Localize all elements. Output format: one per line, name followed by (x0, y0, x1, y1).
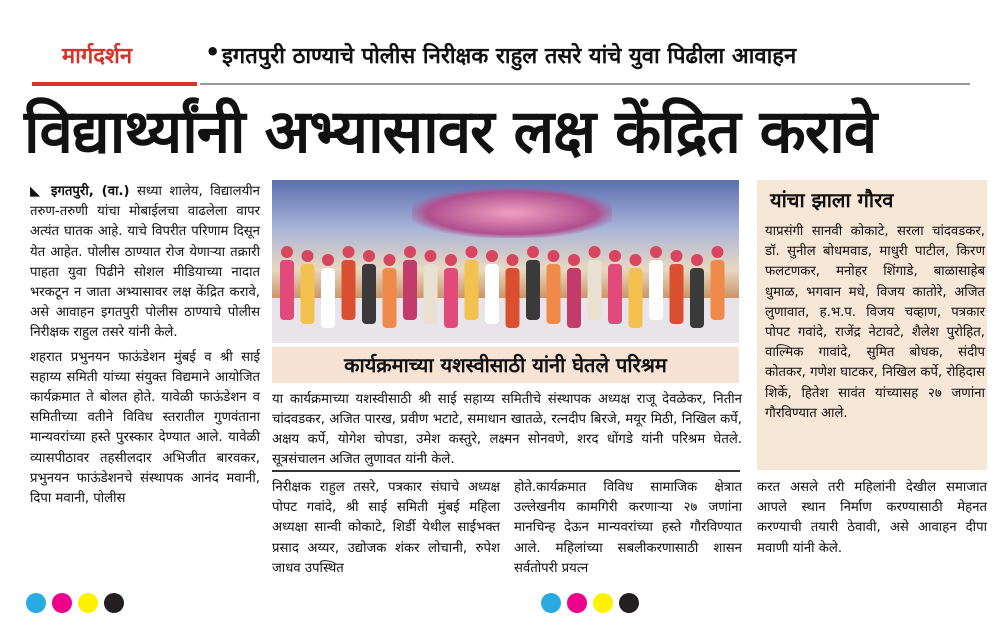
registration-dot-cyan (26, 593, 46, 613)
guest-figure (547, 264, 561, 324)
registration-dot-black (104, 593, 124, 613)
guest-turban (507, 254, 519, 266)
guest-figure (690, 268, 704, 328)
guest-turban (486, 250, 498, 262)
guest-figure (280, 260, 294, 320)
guest-turban (650, 246, 662, 258)
article-column-3: होते.कार्यक्रमात विविध सामाजिक क्षेत्रात उल्लेखनीय कामगिरी करणाऱ्या २७ जणांना मानचिन्ह देऊन मान्यवरांच्या हस्ते गौरविण्यात आले. महिलांच्या सबलीकरणासाठी शासन सर्वतोपरी प्रयत्न (514, 480, 742, 576)
guest-turban (568, 254, 580, 266)
guest-figure (465, 260, 479, 320)
guest-turban (404, 246, 416, 258)
article-column-1 (30, 182, 260, 513)
article-column-2: निरीक्षक राहुल तसरे, पत्रकार संघाचे अध्यक्ष पोपट गवांदे, श्री साई समिती मुंबई महिला अध्यक्षा सान्वी कोकाटे, शिर्डी येथील साईभक्त प्रसाद अय्यर, उद्योजक शंकर लोचानी, रुपेश जाधव उपस्थित (272, 480, 500, 576)
guest-figure (649, 260, 663, 320)
registration-dot-black (619, 593, 639, 613)
guest-turban (548, 250, 560, 262)
guest-figure (506, 268, 520, 328)
guest-figure (608, 264, 622, 324)
guest-figure (711, 260, 725, 320)
headline: विद्यार्थ्यांनी अभ्यासावर लक्ष केंद्रित करावे (24, 97, 877, 167)
guest-turban (466, 246, 478, 258)
guest-turban (445, 254, 457, 266)
photo-story-text: या कार्यक्रमाच्या यशस्वीसाठी श्री साई सहाय्य समितीचे संस्थापक अध्यक्ष राजू देवळेकर, नितीन चांदवडकर, अजित पारख, प्रवीण भटाटे, समाधान खातळे, रत्नदीप बिरजे, मयूर मिठी, निखिल कर्पे, अक्षय कर्पे, योगेश चोपडा, उमेश कस्तुरे, लक्ष्मन सोनवणे, शरद धोंगडे यांनी परिश्रम घेतले. सूत्रसंचालन अजित लुणावत यांनी केले. (272, 392, 742, 467)
article-paragraph-1-text: सध्या शालेय, विद्यालयीन तरुण-तरुणी यांचा मोबाईलचा वाढलेला वापर अत्यंत घातक आहे. याचे विपरीत परिणाम दिसून येत आहेत. पोलीस ठाण्यात रोज येणाऱ्या तक्रारी पाहता युवा पिढीने सोशल मीडियाच्या नादात भरकटून न जाता अभ्यासावर लक्ष केंद्रित करावे, असे आवाहन इगतपुरी पोलीस ठाण्याचे पोलीस निरीक्षक राहुल तसरे यांनी केले. (30, 184, 260, 341)
guest-turban (322, 254, 334, 266)
registration-dot-magenta (52, 593, 72, 613)
honorees-title: यांचा झाला गौरव (770, 188, 894, 212)
guest-turban (281, 246, 293, 258)
subheadline: इगतपुरी ठाण्याचे पोलीस निरीक्षक राहुल तसरे यांचे युवा पिढीला आवाहन (222, 44, 797, 69)
guest-figure (301, 264, 315, 324)
guest-figure (321, 268, 335, 328)
dateline: इगतपुरी, (वा.) (51, 184, 130, 199)
guest-figure (567, 268, 581, 328)
guest-turban (302, 250, 314, 262)
guest-turban (691, 254, 703, 266)
guest-turban (425, 250, 437, 262)
photo-caption: कार्यक्रमाच्या यशस्वीसाठी यांनी घेतले परिश्रम (344, 353, 667, 377)
ceremony-figures (272, 180, 739, 343)
article-paragraph-1 (30, 182, 260, 344)
story-divider (272, 470, 740, 472)
guest-turban (384, 254, 396, 266)
subhead-bullet: • (205, 38, 221, 66)
registration-dot-cyan (541, 593, 561, 613)
dateline-mark-icon: ◣ (30, 184, 44, 199)
honorees-list: याप्रसंगी सानवी कोकाटे, सरला चांदवडकर, डॉ. सुनील बोधमवाड, माधुरी पाटील, किरण फलटणकर, मनोहर शिंगाडे, बाळासाहेब धुमाळ, भगवान मधे, विजय कातोरे, अजित लुणावात, ह.भ.प. विजय चव्हाण, पत्रकार पोपट गवांदे, राजेंद्र नेटावटे, शैलेश पुरोहित, वाल्मिक गावांदे, सुमित बोधक, संदीप कोतकर, गणेश घाटकर, निखिल कर्पे, रोहिदास शिर्के, हितेश सावंत यांच्यासह २७ जणांना गौरविण्यात आले. (765, 224, 985, 421)
guest-figure (444, 268, 458, 328)
guest-turban (589, 246, 601, 258)
guest-turban (363, 250, 375, 262)
guest-figure (485, 264, 499, 324)
guest-figure (362, 264, 376, 324)
guest-figure (403, 260, 417, 320)
guest-turban (609, 250, 621, 262)
section-kicker: मार्गदर्शन (62, 44, 133, 69)
guest-figure (670, 264, 684, 324)
guest-turban (671, 250, 683, 262)
header-rule (200, 83, 970, 85)
kicker-underline (32, 82, 197, 86)
award-ceremony-photo (272, 180, 739, 343)
article-column-4: करत असले तरी महिलांनी देखील समाजात आपले स्थान निर्माण करण्यासाठी मेहनत करण्याची तयारी ठेवावी, असे आवाहन दीपा मवाणी यांनी केले. (757, 480, 987, 556)
guest-figure (424, 264, 438, 324)
guest-turban (343, 246, 355, 258)
guest-figure (629, 268, 643, 328)
guest-figure (526, 260, 540, 320)
guest-turban (630, 254, 642, 266)
registration-dot-magenta (567, 593, 587, 613)
article-paragraph-2: शहरात प्रभुनयन फाऊंडेशन मुंबई व श्री साई सहाय्य समिती यांच्या संयुक्त विद्यमाने आयोजित कार्यक्रमात ते बोलत होते. यावेळी फाऊंडेशन व समितीच्या वतीने विविध स्तरातील गुणवंताना मान्यवरांच्या हस्ते पुरस्कार देण्यात आले. यावेळी व्यासपीठावर तहसीलदार अभिजीत बारवकर, प्रभुनयन फाऊंडेशनचे संस्थापक आनंद मवानी, दिपा मवानी, पोलीस (30, 349, 260, 507)
registration-dot-yellow (593, 593, 613, 613)
guest-turban (712, 246, 724, 258)
guest-turban (527, 246, 539, 258)
guest-figure (383, 268, 397, 328)
guest-figure (342, 260, 356, 320)
registration-dot-yellow (78, 593, 98, 613)
guest-figure (588, 260, 602, 320)
